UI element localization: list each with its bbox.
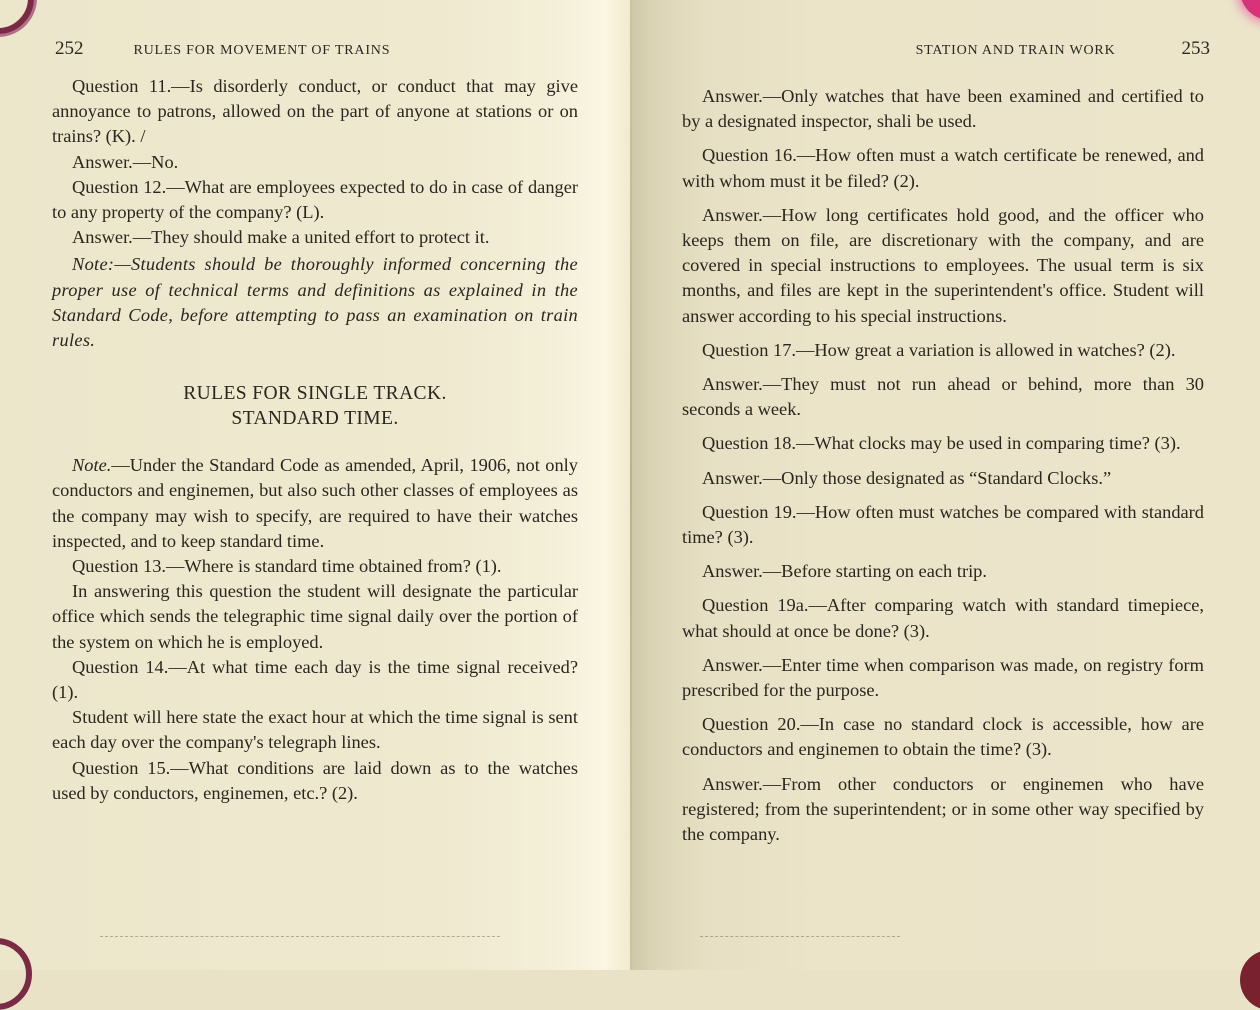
question-11: Question 11.—Is disorderly conduct, or conduct that may give annoyance to patrons, allowed on the part of anyone at stations or on trains? (K). / xyxy=(52,76,578,147)
answer-15: Answer.—Only watches that have been examined and certified to by a designated inspector, shali be used. xyxy=(682,86,1204,132)
answer-19: Answer.—Before starting on each trip. xyxy=(702,561,987,582)
question-16: Question 16.—How often must a watch certificate be renewed, and with whom must it be filed? (2). xyxy=(682,145,1204,191)
section-heading-line-1: RULES FOR SINGLE TRACK. xyxy=(183,383,447,405)
answer-14: Student will here state the exact hour at which the time signal is sent each day over the company's telegraph lines. xyxy=(52,707,578,753)
question-19a: Question 19a.—After comparing watch with standard timepiece, what should at once be done? (3). xyxy=(682,595,1204,641)
question-17: Question 17.—How great a variation is allowed in watches? (2). xyxy=(702,339,1176,360)
marbled-edge-decoration xyxy=(0,938,32,1010)
answer-18: Answer.—Only those designated as “Standard Clocks.” xyxy=(702,467,1112,488)
section-heading xyxy=(52,381,578,431)
answer-19a: Answer.—Enter time when comparison was made, on registry form prescribed for the purpose. xyxy=(682,654,1204,701)
standard-code-note xyxy=(52,453,578,554)
question-19: Question 19.—How often must watches be compared with standard time? (3). xyxy=(682,501,1204,548)
running-head xyxy=(55,38,580,64)
question-14: Question 14.—At what time each day is the time signal received? (1). xyxy=(52,656,578,703)
section-heading-line-2: STANDARD TIME. xyxy=(231,408,399,430)
page-number: 253 xyxy=(1181,38,1210,59)
answer-12: Answer.—They should make a united effort to protect it. xyxy=(72,227,490,248)
answer-11: Answer.—No. xyxy=(72,151,179,172)
answer-20: Answer.—From other conductors or enginemen who have registered; from the superintendent; or in some other way specified by the company. xyxy=(682,773,1204,845)
marbled-edge-decoration xyxy=(0,0,34,34)
running-head-title: STATION AND TRAIN WORK xyxy=(915,43,1116,58)
note-lead: Note. xyxy=(72,455,112,476)
note-body: —Under the Standard Code as amended, April, 1906, not only conductors and enginemen, but also such other classes of employees as the company may wish to specify, are required to have their watches inspected, and to keep standard time. xyxy=(52,455,578,551)
page-number: 252 xyxy=(55,38,84,59)
body-text xyxy=(52,74,578,806)
question-12: Question 12.—What are employees expected to do in case of danger to any property of the company? (L). xyxy=(52,176,578,223)
left-page xyxy=(0,0,630,970)
answer-16: Answer.—How long certificates hold good, and the officer who keeps them on file, are discretionary with the company, and are covered in special instructions to employees. The usual term is six months, and files are kept in the superintendent's office. Student will answer according to his special instructions. xyxy=(682,204,1204,326)
question-15: Question 15.—What conditions are laid down as to the watches used by conductors, enginemen, etc.? (2). xyxy=(52,757,578,803)
marbled-edge-decoration xyxy=(1240,950,1260,1010)
question-18: Question 18.—What clocks may be used in comparing time? (3). xyxy=(702,433,1181,454)
answer-17: Answer.—They must not run ahead or behind, more than 30 seconds a week. xyxy=(682,374,1204,420)
running-head xyxy=(678,38,1210,64)
question-13: Question 13.—Where is standard time obtained from? (1). xyxy=(72,556,502,577)
question-20: Question 20.—In case no standard clock is accessible, how are conductors and enginemen to obtain the time? (3). xyxy=(682,714,1204,760)
book-gutter xyxy=(630,0,632,970)
students-note: Note:—Students should be thoroughly informed concerning the proper use of technical terms and definitions as explained in the Standard Code, before attempting to pass an examination on train rules. xyxy=(52,254,578,351)
body-text xyxy=(682,84,1204,847)
footer-rule xyxy=(100,936,500,938)
right-page xyxy=(630,0,1260,970)
answer-13: In answering this question the student will designate the particular office which sends the telegraphic time signal daily over the portion of the system on which he is employed. xyxy=(52,581,578,652)
marbled-edge-decoration xyxy=(1240,0,1260,20)
running-head-title: RULES FOR MOVEMENT OF TRAINS xyxy=(133,43,391,58)
footer-rule xyxy=(700,936,900,938)
